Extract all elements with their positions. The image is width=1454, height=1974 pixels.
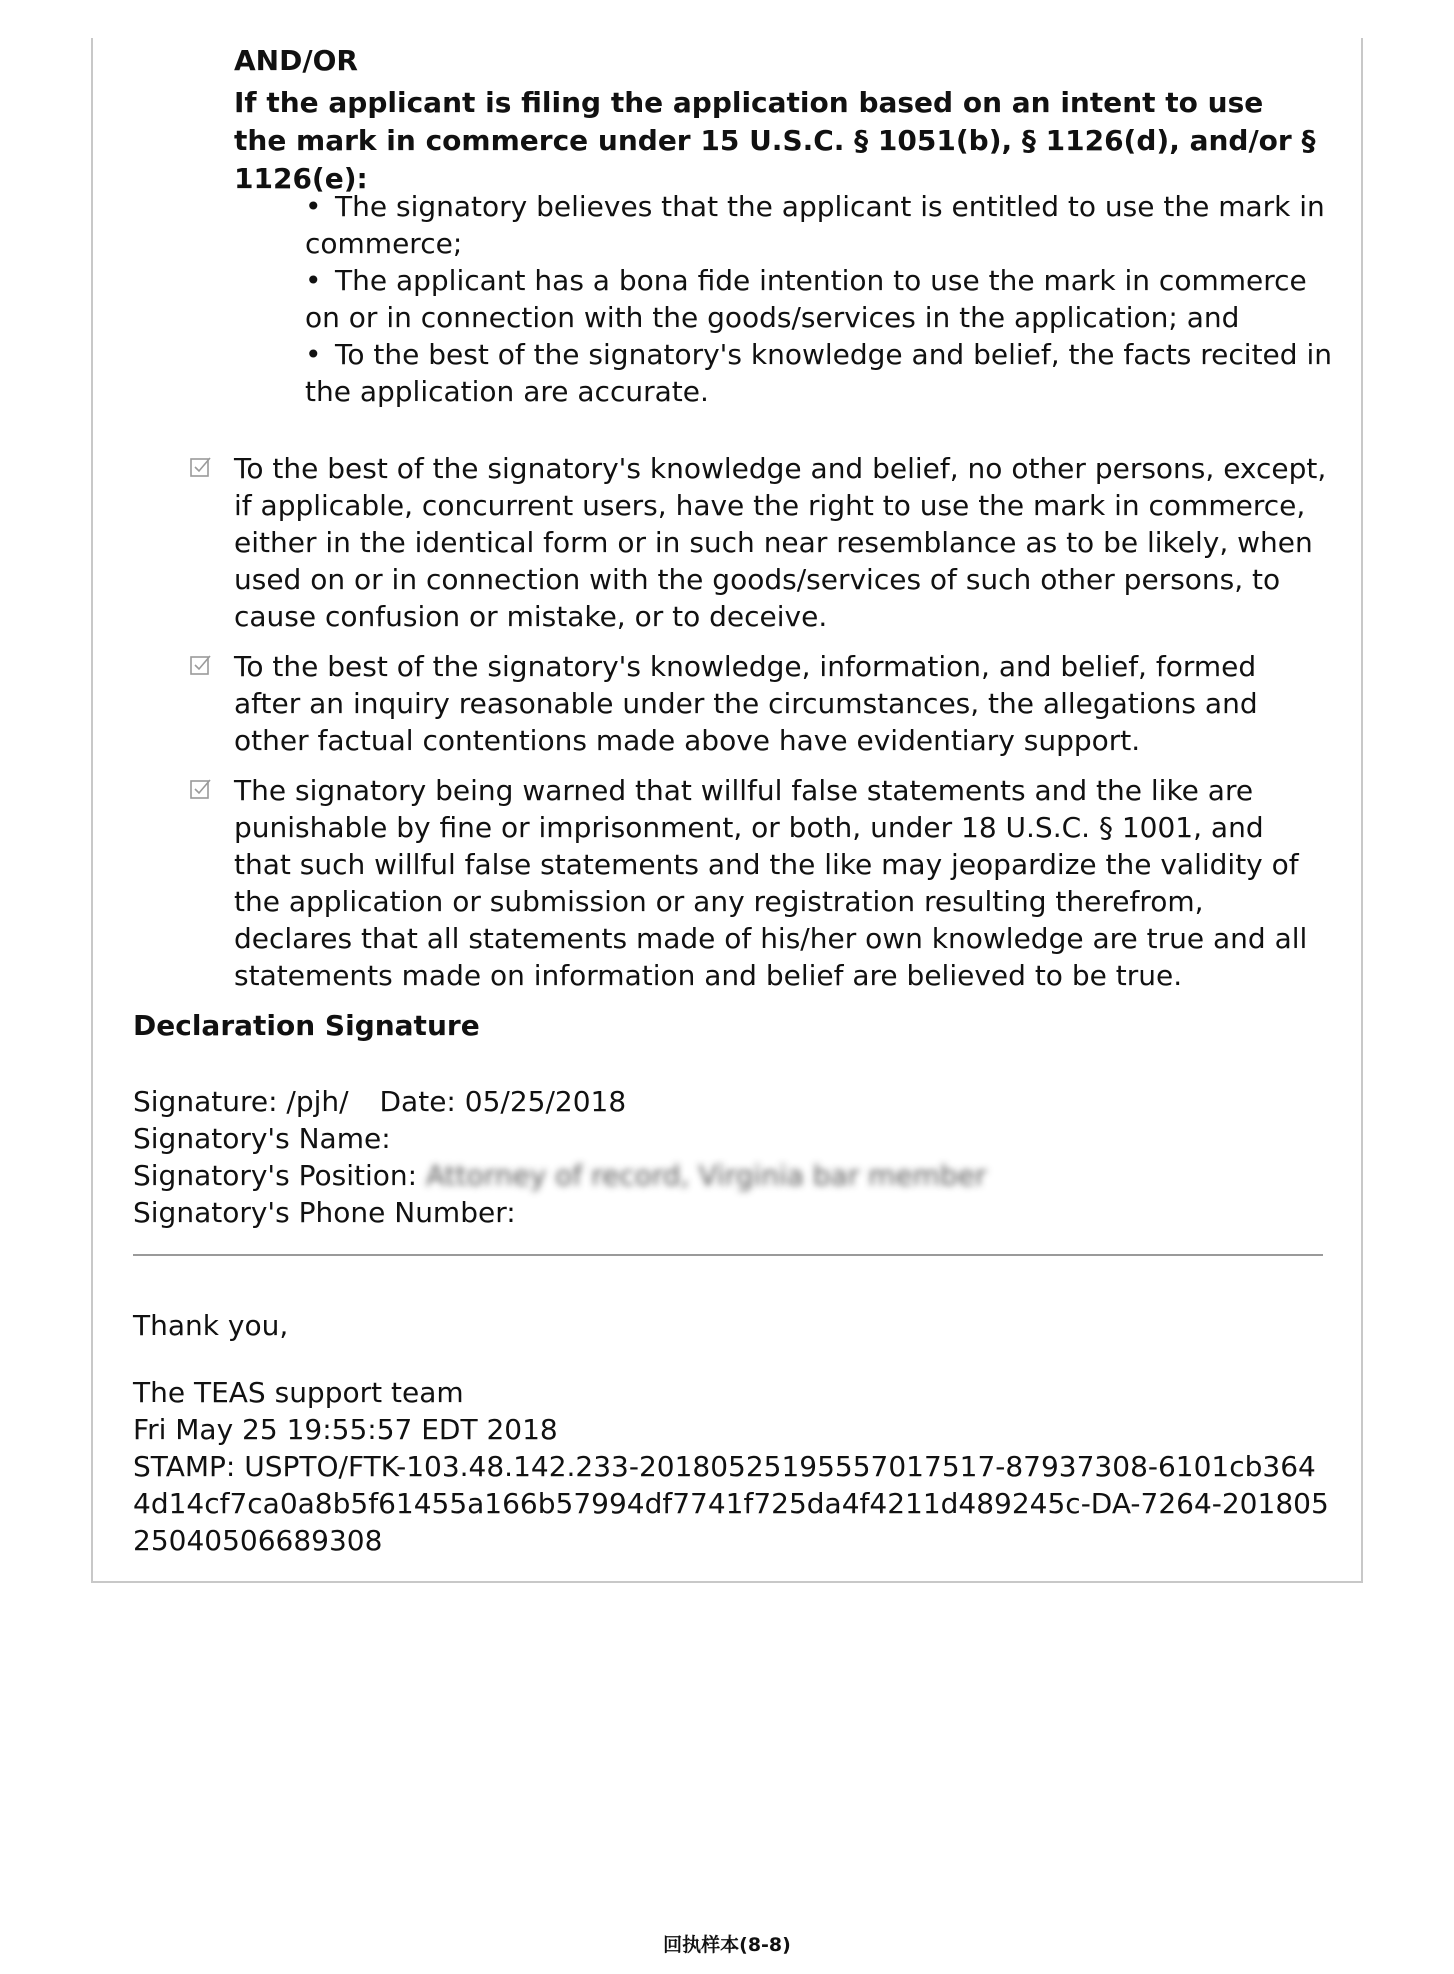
bullet-icon: •	[305, 190, 322, 223]
section-divider	[133, 1254, 1323, 1256]
support-team-text: The TEAS support team	[133, 1376, 464, 1409]
signatory-phone-line	[133, 1194, 986, 1231]
signature-line	[133, 1083, 986, 1120]
date-value: 05/25/2018	[464, 1085, 627, 1118]
declaration-signature-heading: Declaration Signature	[133, 1009, 480, 1042]
signature-label: Signature:	[133, 1085, 278, 1118]
signature-block	[133, 1083, 986, 1231]
signatory-name-line	[133, 1120, 986, 1157]
thank-you-text: Thank you,	[133, 1309, 289, 1342]
signatory-phone-label: Signatory's Phone Number:	[133, 1196, 516, 1229]
declaration-text: To the best of the signatory's knowledge and belief, no other persons, except, if applicable, concurrent users, have the right to use the mark in commerce, either in the identical form or in such near resemblance as to be likely, when used on or in connection with the goods/services of such other persons, to cause confusion or mistake, or to deceive.	[234, 452, 1327, 633]
signatory-position-value-redacted: Attorney of record, Virginia bar member	[425, 1159, 987, 1192]
signatory-position-label: Signatory's Position:	[133, 1159, 418, 1192]
and-or-label: AND/OR	[234, 44, 358, 77]
bullet-icon: •	[305, 264, 322, 297]
date-label: Date:	[379, 1085, 456, 1118]
checkbox-icon[interactable]	[190, 778, 212, 800]
bullet-icon: •	[305, 338, 322, 371]
bullet-text: To the best of the signatory's knowledge and belief, the facts recited in the application are accurate.	[305, 338, 1332, 408]
page-label: 回执样本(8-8)	[663, 1934, 791, 1956]
timestamp-text: Fri May 25 19:55:57 EDT 2018	[133, 1413, 558, 1446]
declaration-text: To the best of the signatory's knowledge, information, and belief, formed after an inquiry reasonable under the circumstances, the allegations and other factual contentions made above have evidentiary support.	[234, 650, 1258, 757]
closing-block	[133, 1374, 1333, 1559]
signature-value: /pjh/	[286, 1085, 349, 1118]
list-item	[305, 188, 1335, 262]
checkbox-icon[interactable]	[190, 654, 212, 676]
bullet-text: The applicant has a bona fide intention to use the mark in commerce on or in connection with the goods/services in the application; and	[305, 264, 1307, 334]
intent-to-use-heading: If the applicant is filing the application based on an intent to use the mark in commerce under 15 U.S.C. § 1051(b), § 1126(d), and/or § 1126(e):	[234, 86, 1316, 195]
bullet-text: The signatory believes that the applicant is entitled to use the mark in commerce;	[305, 190, 1325, 260]
stamp-text: STAMP: USPTO/FTK-103.48.142.233-20180525195557017517-87937308-6101cb3644d14cf7ca0a8b5f61455a166b57994df7741f725da4f4211d489245c-DA-7264-20180525040506689308	[133, 1450, 1329, 1557]
checkbox-icon[interactable]	[190, 456, 212, 478]
list-item	[305, 336, 1335, 410]
declaration-text: The signatory being warned that willful false statements and the like are punishable by fine or imprisonment, or both, under 18 U.S.C. § 1001, and that such willful false statements and the like may jeopardize the validity of the application or submission or any registration resulting therefrom, declares that all statements made of his/her own knowledge are true and all statements made on information and belief are believed to be true.	[234, 774, 1308, 992]
signatory-name-label: Signatory's Name:	[133, 1122, 391, 1155]
list-item	[305, 262, 1335, 336]
intent-bullet-list	[305, 188, 1335, 410]
signatory-position-line	[133, 1157, 986, 1194]
